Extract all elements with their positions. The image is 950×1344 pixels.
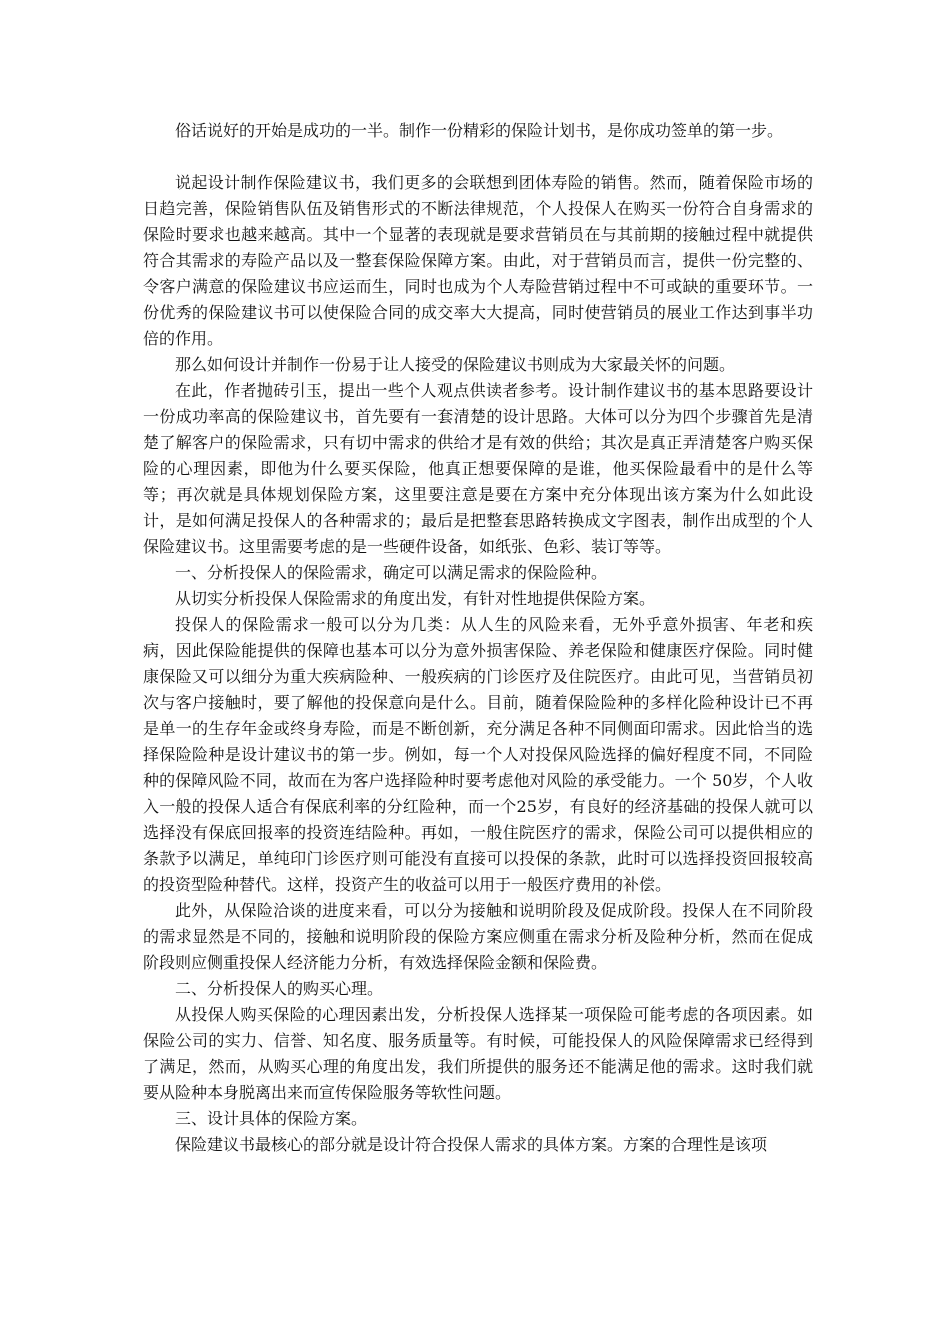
paragraph-approach: 在此，作者抛砖引玉，提出一些个人观点供读者参考。设计制作建议书的基本思路要设计一份成功率高的保险建议书，首先要有一套清楚的设计思路。大体可以分为四个步骤首先是清楚了解客户的保险需求，只有切中需求的供给才是有效的供给；其次是真正弄清楚客户购买保险的心理因素，即他为什么要买保险，他真正想要保障的是谁，他买保险最看中的是什么等等；再次就是具体规划保险方案，这里要注意是要在方案中充分体现出该方案为什么如此设计，是如何满足投保人的各种需求的；最后是把整套思路转换成文字图表，制作出成型的个人保险建议书。这里需要考虑的是一些硬件设备，如纸张、色彩、装订等等。 [143, 381, 813, 556]
paragraph-section-2-psychology: 从投保人购买保险的心理因素出发，分析投保人选择某一项保险可能考虑的各项因素。如保险公司的实力、信誉、知名度、服务质量等。有时候，可能投保人的风险保障需求已经得到了满足，然而，从购买心理的角度出发，我们所提供的服务还不能满足他的需求。这时我们就要从险种本身脱离出来而宣传保险服务等软性问题。 [143, 1005, 813, 1102]
document-body [143, 118, 813, 1158]
paragraph-section-1-lead: 从切实分析投保人保险需求的角度出发，有针对性地提供保险方案。 [175, 589, 656, 608]
paragraph-question: 那么如何设计并制作一份易于让人接受的保险建议书则成为大家最关怀的问题。 [175, 355, 736, 374]
section-heading-1: 一、分析投保人的保险需求，确定可以满足需求的保险险种。 [175, 563, 608, 582]
paragraph-intro: 俗话说好的开始是成功的一半。制作一份精彩的保险计划书，是你成功签单的第一步。 [175, 121, 784, 140]
paragraph-background: 说起设计制作保险建议书，我们更多的会联想到团体寿险的销售。然而，随着保险市场的日趋完善，保险销售队伍及销售形式的不断法律规范，个人投保人在购买一份符合自身需求的保险时要求也越来越高。其中一个显著的表现就是要求营销员在与其前期的接触过程中就提供符合其需求的寿险产品以及一整套保险保障方案。由此，对于营销员而言，提供一份完整的、令客户满意的保险建议书应运而生，同时也成为个人寿险营销过程中不可或缺的重要环节。一份优秀的保险建议书可以使保险合同的成交率大大提高，同时使营销员的展业工作达到事半功倍的作用。 [143, 173, 813, 348]
paragraph-section-1-stages: 此外，从保险洽谈的进度来看，可以分为接触和说明阶段及促成阶段。投保人在不同阶段的需求显然是不同的，接触和说明阶段的保险方案应侧重在需求分析及险种分析，然而在促成阶段则应侧重投保人经济能力分析，有效选择保险金额和保险费。 [143, 901, 813, 972]
section-heading-3: 三、设计具体的保险方案。 [175, 1109, 368, 1128]
paragraph-section-1-needs: 投保人的保险需求一般可以分为几类：从人生的风险来看，无外乎意外损害、年老和疾病，因此保险能提供的保障也基本可以分为意外损害保险、养老保险和健康医疗保险。同时健康保险又可以细分为重大疾病险种、一般疾病的门诊医疗及住院医疗。由此可见，当营销员初次与客户接触时，要了解他的投保意向是什么。目前，随着保险险种的多样化险种设计已不再是单一的生存年金或终身寿险，而是不断创新，充分满足各种不同侧面印需求。因此恰当的选择保险险种是设计建议书的第一步。例如，每一个人对投保风险选择的偏好程度不同，不同险种的保障风险不同，故而在为客户选择险种时要考虑他对风险的承受能力。一个 50岁，个人收入一般的投保人适合有保底利率的分红险种，而一个25岁，有良好的经济基础的投保人就可以选择没有保底回报率的投资连结险种。再如，一般住院医疗的需求，保险公司可以提供相应的条款予以满足，单纯印门诊医疗则可能没有直接可以投保的条款，此时可以选择投资回报较高的投资型险种替代。这样，投资产生的收益可以用于一般医疗费用的补偿。 [143, 615, 813, 894]
paragraph-section-3-core: 保险建议书最核心的部分就是设计符合投保人需求的具体方案。方案的合理性是该项 [175, 1135, 768, 1154]
paragraph-spacer [143, 144, 813, 170]
section-heading-2: 二、分析投保人的购买心理。 [175, 979, 384, 998]
